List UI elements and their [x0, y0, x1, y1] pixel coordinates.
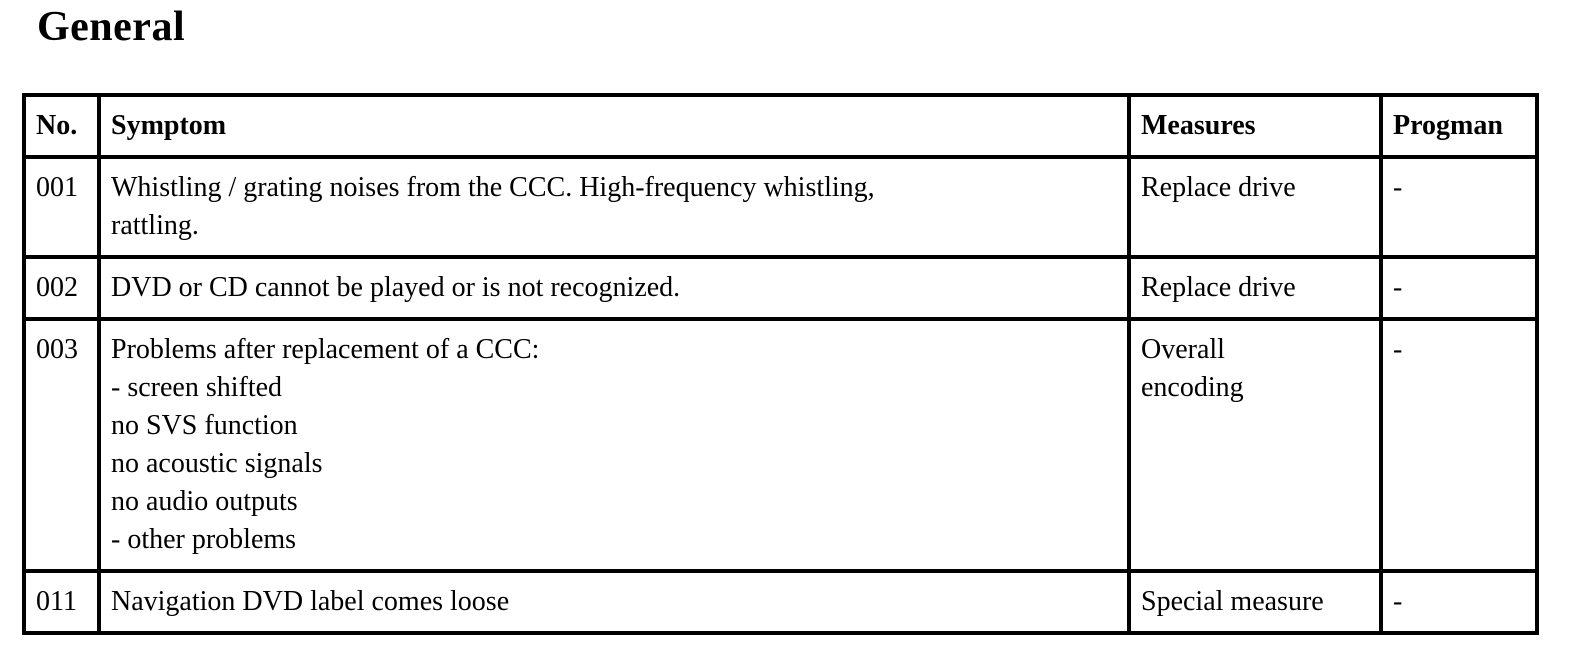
row-progman: - — [1381, 157, 1537, 257]
table-row — [24, 571, 1537, 633]
row-measures: Special measure — [1129, 571, 1381, 633]
row-number: 011 — [24, 571, 99, 633]
row-number: 003 — [24, 319, 99, 571]
table-body — [24, 157, 1537, 633]
table-row — [24, 157, 1537, 257]
row-progman: - — [1381, 571, 1537, 633]
page-title: General — [37, 4, 186, 50]
table-row — [24, 319, 1537, 571]
row-symptom: Navigation DVD label comes loose — [99, 571, 1129, 633]
row-measures: Replace drive — [1129, 157, 1381, 257]
row-number: 002 — [24, 257, 99, 319]
row-progman: - — [1381, 319, 1537, 571]
column-header-measures: Measures — [1129, 95, 1381, 157]
symptom-table — [22, 93, 1539, 635]
row-measures: Overall encoding — [1129, 319, 1381, 571]
row-number: 001 — [24, 157, 99, 257]
table-header — [24, 95, 1537, 157]
row-symptom: Whistling / grating noises from the CCC. High-frequency whistling, rattling. — [99, 157, 1129, 257]
column-header-symptom: Symptom — [99, 95, 1129, 157]
header-row — [24, 95, 1537, 157]
column-header-progman: Progman — [1381, 95, 1537, 157]
row-symptom: DVD or CD cannot be played or is not recognized. — [99, 257, 1129, 319]
row-symptom: Problems after replacement of a CCC: - screen shifted no SVS function no acoustic signals no audio outputs - other problems — [99, 319, 1129, 571]
column-header-no: No. — [24, 95, 99, 157]
row-measures: Replace drive — [1129, 257, 1381, 319]
row-progman: - — [1381, 257, 1537, 319]
table-row — [24, 257, 1537, 319]
